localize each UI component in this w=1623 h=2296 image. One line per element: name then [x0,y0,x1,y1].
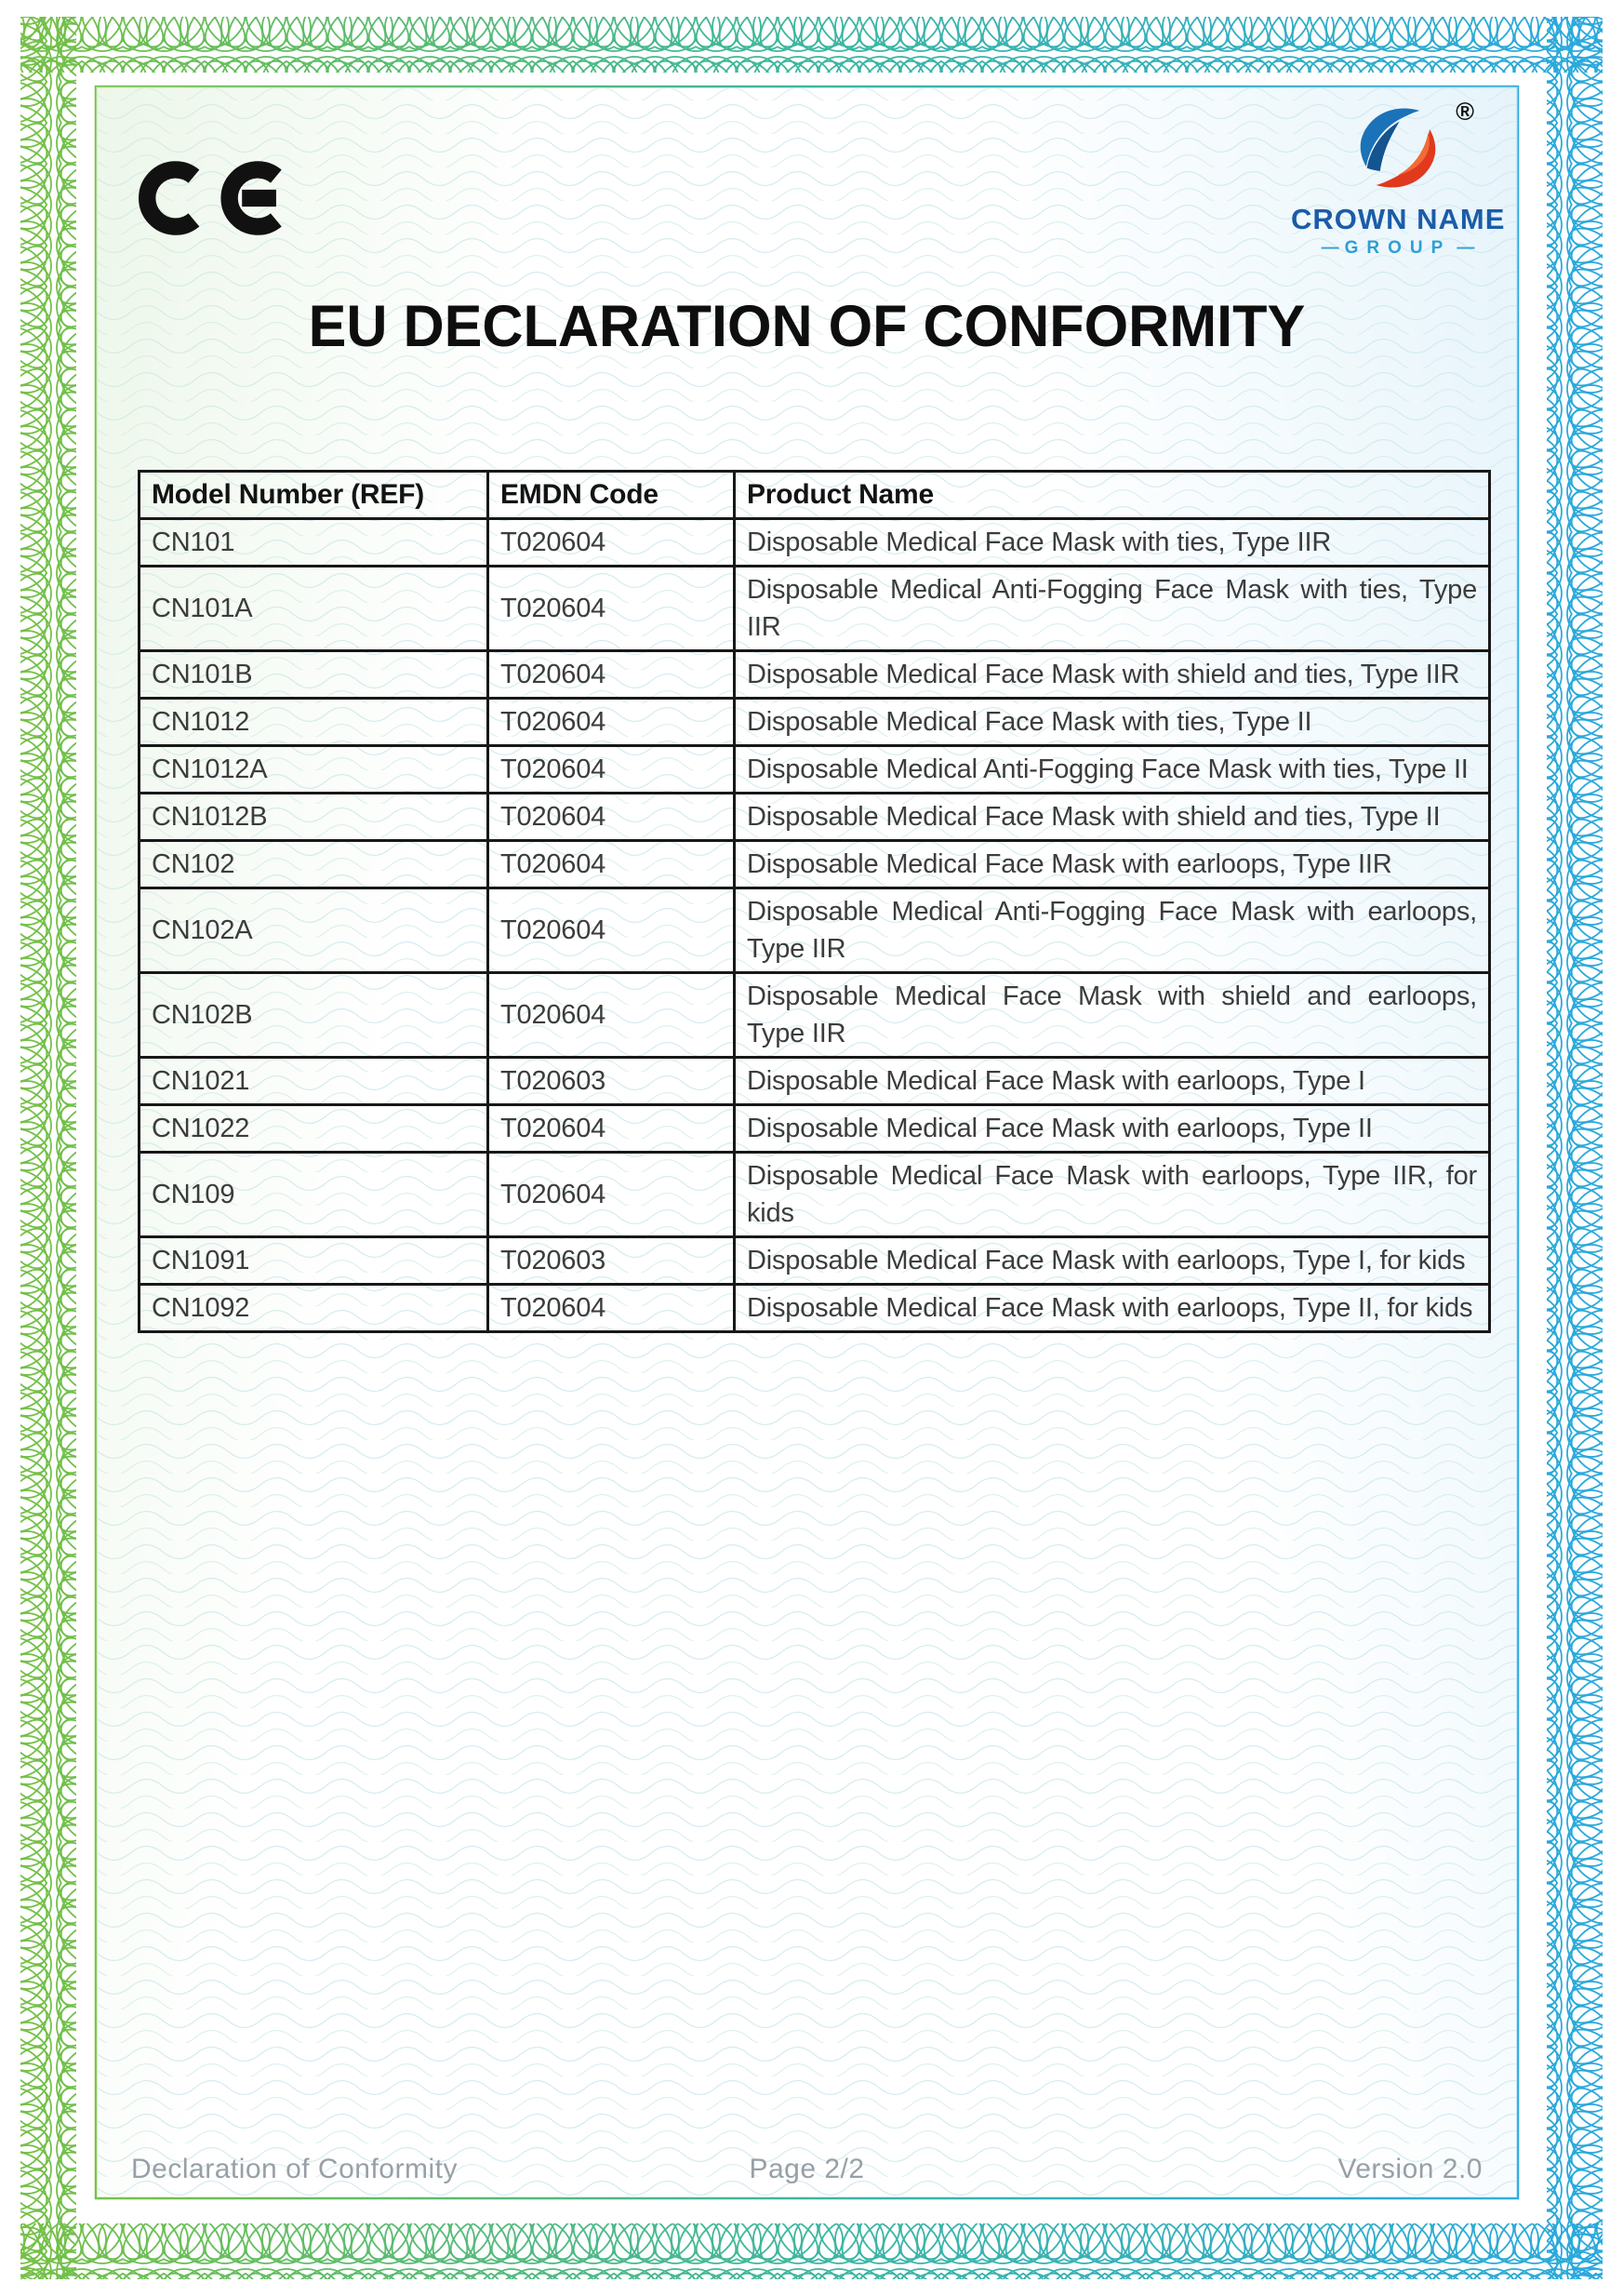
model-cell: CN109 [140,1153,488,1237]
product-cell: Disposable Medical Face Mask with shield and earloops, Type IIR [735,973,1490,1058]
emdn-cell: T020604 [488,567,735,651]
emdn-cell: T020604 [488,841,735,888]
ce-mark-icon [138,140,296,256]
product-cell: Disposable Medical Face Mask with earloops, Type II [735,1105,1490,1153]
model-cell: CN1022 [140,1105,488,1153]
page-title: EU DECLARATION OF CONFORMITY [308,294,1306,359]
dash-right: — [1457,238,1475,258]
product-cell: Disposable Medical Face Mask with earloops, Type IIR [735,841,1490,888]
emdn-cell: T020604 [488,519,735,567]
footer-version: Version 2.0 [1337,2154,1483,2184]
product-cell: Disposable Medical Face Mask with shield and ties, Type IIR [735,651,1490,699]
emdn-cell: T020604 [488,888,735,973]
group-text: GROUP [1344,238,1452,258]
globe-icon [1351,98,1474,194]
model-cell: CN102 [140,841,488,888]
table-row [140,746,1490,794]
emdn-cell: T020604 [488,746,735,794]
table-row [140,699,1490,746]
emdn-cell: T020604 [488,1153,735,1237]
footer-page-number: Page 2/2 [749,2154,865,2184]
table-row [140,1105,1490,1153]
dash-left: — [1321,238,1339,258]
page-footer [131,2154,1483,2185]
emdn-cell: T020604 [488,1285,735,1332]
company-logo [1291,98,1506,259]
model-cell: CN1091 [140,1237,488,1285]
emdn-cell: T020604 [488,699,735,746]
company-group-label [1291,238,1505,259]
header-model-number: Model Number (REF) [140,472,488,519]
footer-document-name: Declaration of Conformity [131,2154,458,2184]
model-cell: CN1012 [140,699,488,746]
table-row [140,841,1490,888]
conformity-table [138,470,1491,1333]
emdn-cell: T020604 [488,794,735,841]
product-cell: Disposable Medical Face Mask with earloops, Type I [735,1058,1490,1105]
product-cell: Disposable Medical Face Mask with earloops, Type I, for kids [735,1237,1490,1285]
table-row [140,1153,1490,1237]
model-cell: CN1012B [140,794,488,841]
product-cell: Disposable Medical Anti-Fogging Face Mask with ties, Type II [735,746,1490,794]
model-cell: CN1012A [140,746,488,794]
table-row [140,651,1490,699]
header-product-name: Product Name [735,472,1490,519]
product-cell: Disposable Medical Face Mask with ties, Type II [735,699,1490,746]
emdn-cell: T020604 [488,973,735,1058]
table-row [140,973,1490,1058]
model-cell: CN101 [140,519,488,567]
model-cell: CN1092 [140,1285,488,1332]
table-row [140,567,1490,651]
emdn-cell: T020604 [488,651,735,699]
product-cell: Disposable Medical Face Mask with ties, Type IIR [735,519,1490,567]
registered-trademark-icon: ® [1456,98,1474,126]
model-cell: CN101B [140,651,488,699]
model-cell: CN102B [140,973,488,1058]
header-emdn-code: EMDN Code [488,472,735,519]
model-cell: CN1021 [140,1058,488,1105]
model-cell: CN102A [140,888,488,973]
table-header-row [140,472,1490,519]
table-row [140,519,1490,567]
product-cell: Disposable Medical Anti-Fogging Face Mask with earloops, Type IIR [735,888,1490,973]
emdn-cell: T020604 [488,1105,735,1153]
model-cell: CN101A [140,567,488,651]
emdn-cell: T020603 [488,1237,735,1285]
table-row [140,794,1490,841]
emdn-cell: T020603 [488,1058,735,1105]
table-row [140,1285,1490,1332]
certificate-content [96,87,1518,2198]
product-cell: Disposable Medical Anti-Fogging Face Mask with ties, Type IIR [735,567,1490,651]
ce-mark-logo [138,140,298,258]
company-name: CROWN NAME [1291,203,1506,235]
product-cell: Disposable Medical Face Mask with shield and ties, Type II [735,794,1490,841]
product-cell: Disposable Medical Face Mask with earloops, Type IIR, for kids [735,1153,1490,1237]
table-row [140,1237,1490,1285]
table-row [140,1058,1490,1105]
table-row [140,888,1490,973]
product-cell: Disposable Medical Face Mask with earloops, Type II, for kids [735,1285,1490,1332]
